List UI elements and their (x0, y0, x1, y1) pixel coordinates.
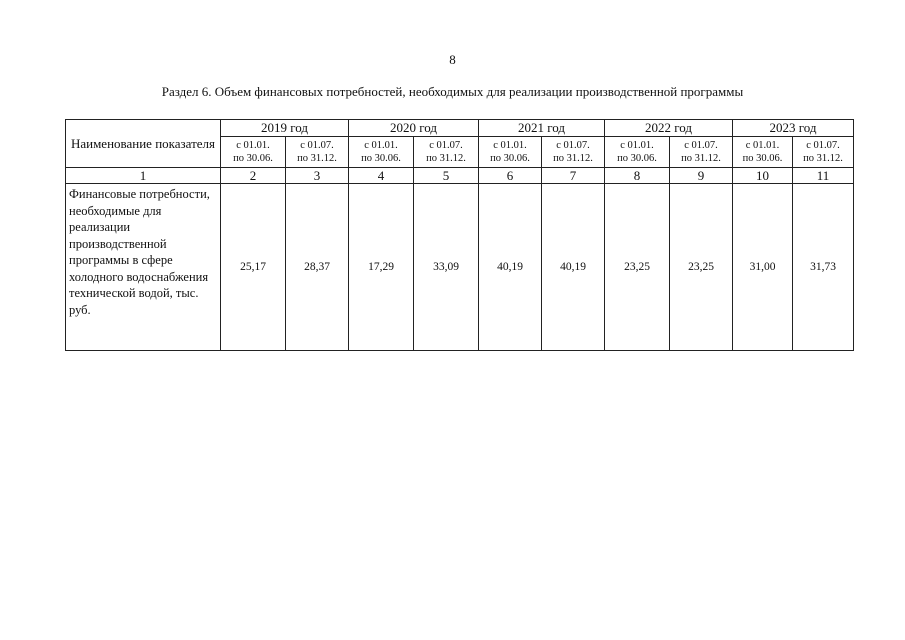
page-number: 8 (449, 52, 456, 67)
value-cell: 33,09 (414, 184, 479, 351)
period-header: с 01.01. по 30.06. (221, 137, 286, 168)
column-number: 2 (221, 168, 286, 184)
period-header: с 01.07. по 31.12. (542, 137, 605, 168)
column-number: 5 (414, 168, 479, 184)
value-cell: 31,73 (793, 184, 854, 351)
year-header-2021: 2021 год (479, 120, 605, 137)
indicator-name-header: Наименование показателя (66, 120, 221, 168)
year-header-2023: 2023 год (733, 120, 854, 137)
period-header: с 01.01. по 30.06. (733, 137, 793, 168)
section-title: Раздел 6. Объем финансовых потребностей, необходимых для реализации производственной программы (161, 84, 744, 99)
column-number: 3 (286, 168, 349, 184)
value-cell: 23,25 (670, 184, 733, 351)
value-cell: 17,29 (349, 184, 414, 351)
value-cell: 31,00 (733, 184, 793, 351)
financial-needs-table (65, 119, 854, 351)
column-number-row (66, 168, 854, 184)
period-header: с 01.01. по 30.06. (479, 137, 542, 168)
column-number: 8 (605, 168, 670, 184)
column-number: 1 (66, 168, 221, 184)
table-row (66, 184, 854, 351)
year-header-2022: 2022 год (605, 120, 733, 137)
value-cell: 25,17 (221, 184, 286, 351)
value-cell: 40,19 (479, 184, 542, 351)
period-header: с 01.07. по 31.12. (414, 137, 479, 168)
year-header-2020: 2020 год (349, 120, 479, 137)
value-cell: 28,37 (286, 184, 349, 351)
column-number: 4 (349, 168, 414, 184)
column-number: 10 (733, 168, 793, 184)
year-header-2019: 2019 год (221, 120, 349, 137)
value-cell: 23,25 (605, 184, 670, 351)
period-header: с 01.01. по 30.06. (605, 137, 670, 168)
period-header: с 01.07. по 31.12. (286, 137, 349, 168)
indicator-name: Финансовые потребности, необходимые для реализации производственной программы в сфере холодного водоснабжения технической водой, тыс. руб. (66, 184, 221, 351)
period-header: с 01.07. по 31.12. (793, 137, 854, 168)
value-cell: 40,19 (542, 184, 605, 351)
column-number: 7 (542, 168, 605, 184)
period-header: с 01.01. по 30.06. (349, 137, 414, 168)
period-header: с 01.07. по 31.12. (670, 137, 733, 168)
header-row-years (66, 120, 854, 137)
column-number: 11 (793, 168, 854, 184)
column-number: 9 (670, 168, 733, 184)
column-number: 6 (479, 168, 542, 184)
